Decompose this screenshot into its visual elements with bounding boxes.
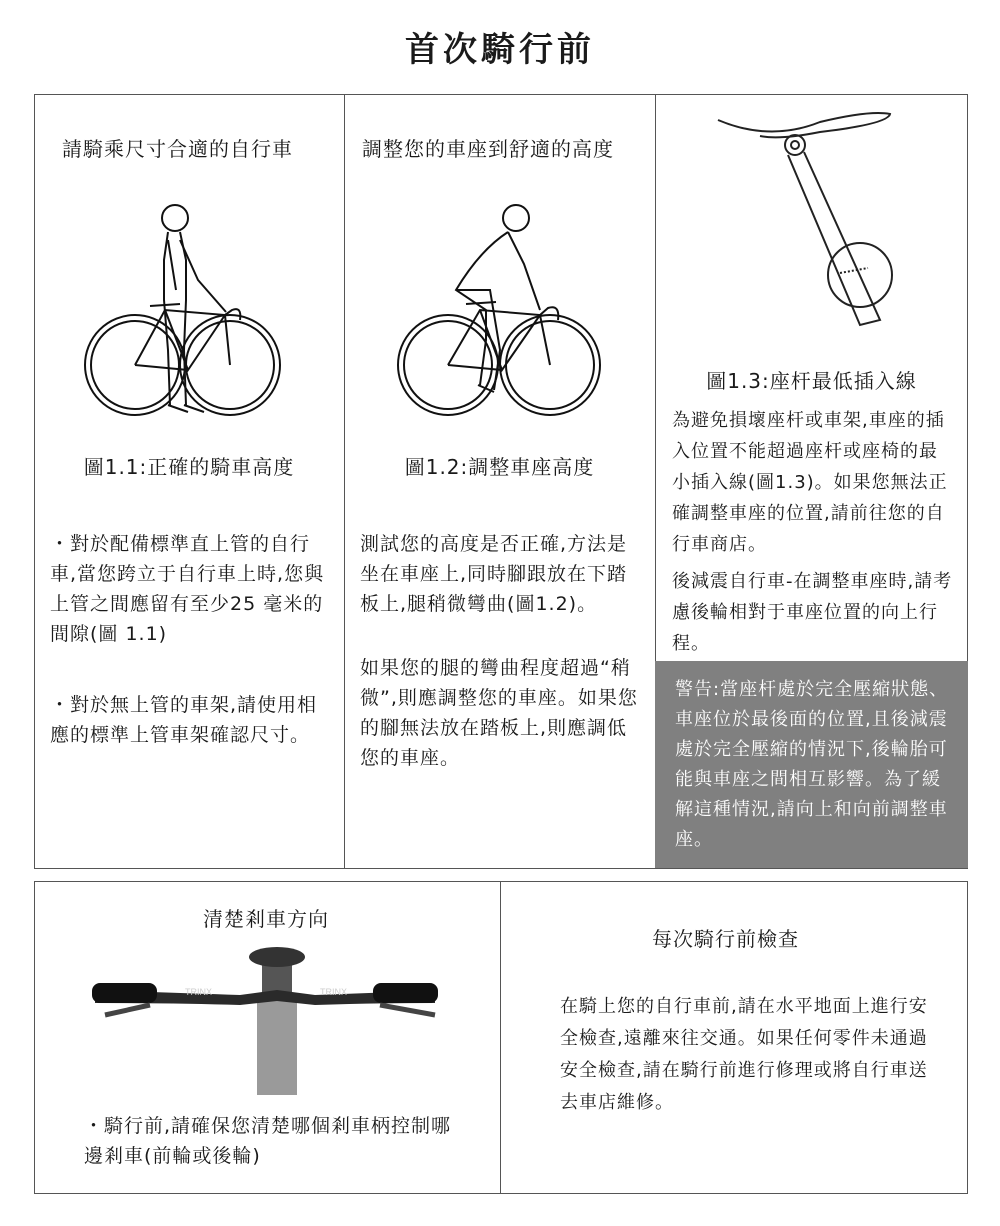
brake-lever-bullet: ・騎行前,請確保您清楚哪個剎車柄控制哪邊剎車(前輪或後輪): [84, 1115, 452, 1167]
height-test-paragraph: 測試您的高度是否正確,方法是坐在車座上,同時腳跟放在下踏板上,腿稍微彎曲(圖1.2)。: [360, 533, 628, 615]
frame-size-heading: 請騎乘尺寸合適的自行車: [62, 137, 293, 161]
no-top-tube-bullet: ・對於無上管的車架,請使用相應的標準上管車架確認尺寸。: [50, 694, 318, 746]
handlebar-photo: [90, 935, 440, 1095]
warning-box: 警告:當座杆處於完全壓縮狀態、車座位於最後面的位置,且後減震處於完全壓縮的情況下,後輪胎可能與車座之間相互影響。為了緩解這種情況,請向上和向前調整車座。: [655, 661, 968, 868]
page-title: 首次騎行前: [405, 30, 595, 70]
top-tube-clearance-bullet: ・對於配備標準直上管的自行車,當您跨立于自行車上時,您與上管之間應留有至少25 毫米的間隙(圖 1.1): [50, 533, 325, 645]
figure-1-1-caption: 圖1.1:正確的騎車高度: [83, 455, 295, 479]
seated-cyclist-illustration: [390, 200, 610, 430]
pre-ride-check-heading: 每次騎行前檢查: [652, 927, 799, 951]
figure-1-2-caption: 圖1.2:調整車座高度: [404, 455, 595, 479]
leg-bend-paragraph: 如果您的腿的彎曲程度超過“稍微”,則應調整您的車座。如果您的腳無法放在踏板上,則應調低您的車座。: [360, 657, 638, 769]
seatpost-insertion-illustration: [710, 100, 900, 330]
brand-logo-left: TRINX: [185, 987, 212, 997]
rear-suspension-paragraph: 後減震自行車-在調整車座時,請考慮後輪相對于車座位置的向上行程。: [672, 571, 953, 654]
column-divider: [344, 94, 345, 869]
brake-direction-heading: 清楚剎車方向: [203, 907, 329, 931]
insertion-line-paragraph: 為避免損壞座杆或車架,車座的插入位置不能超過座杆或座椅的最小插入線(圖1.3)。如果您無法正確調整車座的位置,請前往您的自行車商店。: [672, 410, 948, 555]
figure-1-3-caption: 圖1.3:座杆最低插入線: [706, 369, 917, 393]
saddle-height-heading: 調整您的車座到舒適的高度: [362, 137, 614, 161]
standing-cyclist-illustration: [80, 200, 290, 430]
pre-ride-check-paragraph: 在騎上您的自行車前,請在水平地面上進行安全檢查,遠離來往交通。如果任何零件未通過安全檢查,請在騎行前進行修理或將自行車送去車店維修。: [560, 996, 928, 1113]
brand-logo-right: TRINX: [320, 987, 347, 997]
column-divider: [500, 881, 501, 1194]
